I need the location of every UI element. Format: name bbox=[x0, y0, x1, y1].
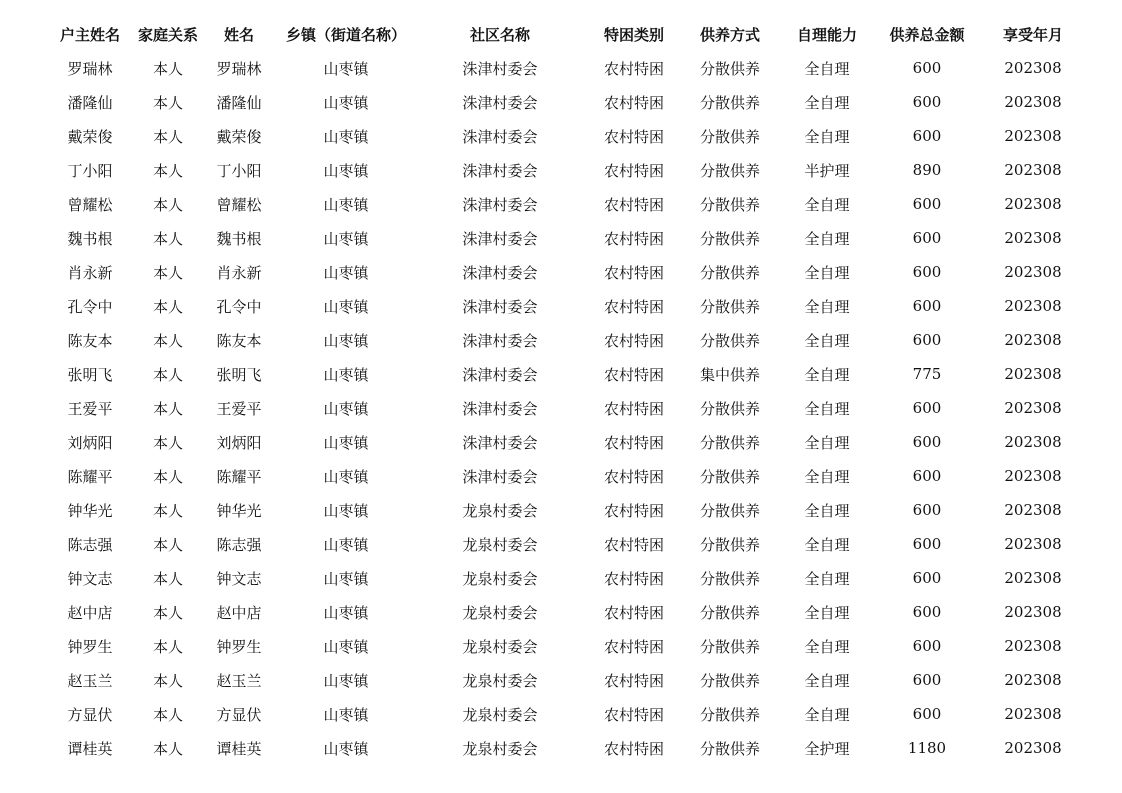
cell-community: 洙津村委会 bbox=[462, 229, 538, 248]
table-row bbox=[45, 425, 1089, 459]
cell-township: 山枣镇 bbox=[323, 93, 369, 112]
cell-self-care-ability: 全自理 bbox=[804, 365, 850, 384]
cell-household-head-name: 钟华光 bbox=[67, 501, 113, 520]
column-header-effective-month: 享受年月 bbox=[1002, 25, 1063, 44]
cell-hardship-category: 农村特困 bbox=[603, 365, 664, 384]
column-header-family-relation: 家庭关系 bbox=[137, 25, 198, 44]
cell-support-mode: 分散供养 bbox=[699, 739, 760, 758]
table-row bbox=[45, 255, 1089, 289]
cell-township: 山枣镇 bbox=[323, 501, 369, 520]
cell-support-mode: 集中供养 bbox=[699, 365, 760, 384]
cell-household-head-name: 钟文志 bbox=[67, 569, 113, 588]
cell-effective-month: 202308 bbox=[1004, 365, 1062, 383]
cell-member-name: 张明飞 bbox=[216, 365, 262, 384]
cell-family-relation: 本人 bbox=[152, 93, 183, 112]
cell-household-head-name: 赵中店 bbox=[67, 603, 113, 622]
cell-community: 龙泉村委会 bbox=[462, 705, 538, 724]
cell-household-head-name: 王爱平 bbox=[67, 399, 113, 418]
cell-effective-month: 202308 bbox=[1004, 161, 1062, 179]
cell-household-head-name: 钟罗生 bbox=[67, 637, 113, 656]
cell-member-name: 陈耀平 bbox=[216, 467, 262, 486]
cell-effective-month: 202308 bbox=[1004, 467, 1062, 485]
table-row bbox=[45, 357, 1089, 391]
cell-member-name: 陈志强 bbox=[216, 535, 262, 554]
cell-hardship-category: 农村特困 bbox=[603, 195, 664, 214]
cell-hardship-category: 农村特困 bbox=[603, 671, 664, 690]
cell-member-name: 孔令中 bbox=[216, 297, 262, 316]
cell-township: 山枣镇 bbox=[323, 297, 369, 316]
cell-household-head-name: 曾耀松 bbox=[67, 195, 113, 214]
cell-member-name: 方显伏 bbox=[216, 705, 262, 724]
cell-hardship-category: 农村特困 bbox=[603, 433, 664, 452]
cell-hardship-category: 农村特困 bbox=[603, 331, 664, 350]
cell-support-amount: 600 bbox=[912, 637, 942, 655]
cell-household-head-name: 赵玉兰 bbox=[67, 671, 113, 690]
cell-hardship-category: 农村特困 bbox=[603, 297, 664, 316]
column-header-member-name: 姓名 bbox=[223, 25, 254, 44]
column-header-household-head-name: 户主姓名 bbox=[59, 25, 120, 44]
cell-self-care-ability: 全自理 bbox=[804, 671, 850, 690]
cell-effective-month: 202308 bbox=[1004, 671, 1062, 689]
cell-support-mode: 分散供养 bbox=[699, 93, 760, 112]
cell-support-mode: 分散供养 bbox=[699, 569, 760, 588]
cell-township: 山枣镇 bbox=[323, 637, 369, 656]
cell-hardship-category: 农村特困 bbox=[603, 705, 664, 724]
cell-household-head-name: 陈友本 bbox=[67, 331, 113, 350]
cell-hardship-category: 农村特困 bbox=[603, 127, 664, 146]
column-header-community: 社区名称 bbox=[469, 25, 530, 44]
cell-self-care-ability: 全护理 bbox=[804, 739, 850, 758]
cell-self-care-ability: 全自理 bbox=[804, 433, 850, 452]
cell-support-mode: 分散供养 bbox=[699, 535, 760, 554]
cell-support-mode: 分散供养 bbox=[699, 127, 760, 146]
cell-household-head-name: 魏书根 bbox=[67, 229, 113, 248]
cell-township: 山枣镇 bbox=[323, 59, 369, 78]
cell-support-amount: 600 bbox=[912, 93, 942, 111]
cell-self-care-ability: 全自理 bbox=[804, 59, 850, 78]
cell-community: 龙泉村委会 bbox=[462, 569, 538, 588]
cell-self-care-ability: 全自理 bbox=[804, 705, 850, 724]
cell-family-relation: 本人 bbox=[152, 365, 183, 384]
cell-township: 山枣镇 bbox=[323, 365, 369, 384]
cell-member-name: 钟华光 bbox=[216, 501, 262, 520]
table-row bbox=[45, 119, 1089, 153]
cell-support-mode: 分散供养 bbox=[699, 399, 760, 418]
table-row bbox=[45, 595, 1089, 629]
cell-support-mode: 分散供养 bbox=[699, 161, 760, 180]
cell-member-name: 陈友本 bbox=[216, 331, 262, 350]
cell-family-relation: 本人 bbox=[152, 603, 183, 622]
table-body bbox=[45, 51, 1089, 765]
cell-self-care-ability: 全自理 bbox=[804, 467, 850, 486]
cell-family-relation: 本人 bbox=[152, 569, 183, 588]
cell-member-name: 潘隆仙 bbox=[216, 93, 262, 112]
cell-hardship-category: 农村特困 bbox=[603, 229, 664, 248]
cell-self-care-ability: 全自理 bbox=[804, 195, 850, 214]
cell-effective-month: 202308 bbox=[1004, 399, 1062, 417]
cell-support-mode: 分散供养 bbox=[699, 705, 760, 724]
table-row bbox=[45, 697, 1089, 731]
table-row bbox=[45, 187, 1089, 221]
cell-support-mode: 分散供养 bbox=[699, 467, 760, 486]
table-row bbox=[45, 51, 1089, 85]
cell-support-mode: 分散供养 bbox=[699, 263, 760, 282]
table-row bbox=[45, 153, 1089, 187]
cell-hardship-category: 农村特困 bbox=[603, 603, 664, 622]
cell-household-head-name: 罗瑞林 bbox=[67, 59, 113, 78]
cell-effective-month: 202308 bbox=[1004, 739, 1062, 757]
cell-self-care-ability: 全自理 bbox=[804, 263, 850, 282]
cell-township: 山枣镇 bbox=[323, 535, 369, 554]
cell-member-name: 赵中店 bbox=[216, 603, 262, 622]
cell-support-amount: 600 bbox=[912, 603, 942, 621]
cell-community: 洙津村委会 bbox=[462, 59, 538, 78]
cell-support-amount: 600 bbox=[912, 433, 942, 451]
table-row bbox=[45, 561, 1089, 595]
cell-support-amount: 600 bbox=[912, 399, 942, 417]
cell-township: 山枣镇 bbox=[323, 705, 369, 724]
cell-support-mode: 分散供养 bbox=[699, 59, 760, 78]
cell-support-amount: 600 bbox=[912, 229, 942, 247]
cell-township: 山枣镇 bbox=[323, 195, 369, 214]
roster-table bbox=[45, 17, 1089, 765]
cell-family-relation: 本人 bbox=[152, 161, 183, 180]
cell-self-care-ability: 全自理 bbox=[804, 331, 850, 350]
cell-support-mode: 分散供养 bbox=[699, 297, 760, 316]
cell-support-mode: 分散供养 bbox=[699, 671, 760, 690]
cell-township: 山枣镇 bbox=[323, 229, 369, 248]
cell-effective-month: 202308 bbox=[1004, 59, 1062, 77]
table-row bbox=[45, 663, 1089, 697]
cell-household-head-name: 张明飞 bbox=[67, 365, 113, 384]
cell-self-care-ability: 全自理 bbox=[804, 399, 850, 418]
cell-community: 洙津村委会 bbox=[462, 127, 538, 146]
cell-support-amount: 600 bbox=[912, 501, 942, 519]
cell-community: 洙津村委会 bbox=[462, 93, 538, 112]
table-row bbox=[45, 493, 1089, 527]
cell-community: 洙津村委会 bbox=[462, 161, 538, 180]
cell-household-head-name: 戴荣俊 bbox=[67, 127, 113, 146]
cell-family-relation: 本人 bbox=[152, 739, 183, 758]
cell-hardship-category: 农村特困 bbox=[603, 93, 664, 112]
cell-member-name: 戴荣俊 bbox=[216, 127, 262, 146]
cell-hardship-category: 农村特困 bbox=[603, 569, 664, 588]
cell-member-name: 赵玉兰 bbox=[216, 671, 262, 690]
cell-support-amount: 600 bbox=[912, 535, 942, 553]
cell-effective-month: 202308 bbox=[1004, 195, 1062, 213]
cell-member-name: 曾耀松 bbox=[216, 195, 262, 214]
cell-township: 山枣镇 bbox=[323, 739, 369, 758]
cell-household-head-name: 陈耀平 bbox=[67, 467, 113, 486]
cell-hardship-category: 农村特困 bbox=[603, 501, 664, 520]
table-row bbox=[45, 459, 1089, 493]
cell-family-relation: 本人 bbox=[152, 671, 183, 690]
cell-township: 山枣镇 bbox=[323, 161, 369, 180]
cell-self-care-ability: 全自理 bbox=[804, 535, 850, 554]
column-header-self-care-ability: 自理能力 bbox=[796, 25, 857, 44]
cell-hardship-category: 农村特困 bbox=[603, 399, 664, 418]
cell-support-amount: 600 bbox=[912, 263, 942, 281]
cell-support-amount: 600 bbox=[912, 127, 942, 145]
cell-household-head-name: 刘炳阳 bbox=[67, 433, 113, 452]
table-row bbox=[45, 391, 1089, 425]
cell-member-name: 丁小阳 bbox=[216, 161, 262, 180]
cell-effective-month: 202308 bbox=[1004, 705, 1062, 723]
cell-support-amount: 600 bbox=[912, 467, 942, 485]
cell-family-relation: 本人 bbox=[152, 705, 183, 724]
table-row bbox=[45, 323, 1089, 357]
cell-support-amount: 600 bbox=[912, 569, 942, 587]
cell-community: 龙泉村委会 bbox=[462, 739, 538, 758]
cell-self-care-ability: 全自理 bbox=[804, 127, 850, 146]
cell-community: 龙泉村委会 bbox=[462, 671, 538, 690]
cell-effective-month: 202308 bbox=[1004, 569, 1062, 587]
cell-household-head-name: 方显伏 bbox=[67, 705, 113, 724]
cell-family-relation: 本人 bbox=[152, 127, 183, 146]
cell-support-amount: 600 bbox=[912, 331, 942, 349]
cell-hardship-category: 农村特困 bbox=[603, 59, 664, 78]
cell-family-relation: 本人 bbox=[152, 637, 183, 656]
cell-family-relation: 本人 bbox=[152, 59, 183, 78]
cell-community: 洙津村委会 bbox=[462, 365, 538, 384]
cell-member-name: 钟罗生 bbox=[216, 637, 262, 656]
cell-community: 洙津村委会 bbox=[462, 399, 538, 418]
table-row bbox=[45, 629, 1089, 663]
cell-effective-month: 202308 bbox=[1004, 331, 1062, 349]
cell-family-relation: 本人 bbox=[152, 297, 183, 316]
cell-township: 山枣镇 bbox=[323, 671, 369, 690]
cell-member-name: 肖永新 bbox=[216, 263, 262, 282]
cell-self-care-ability: 全自理 bbox=[804, 603, 850, 622]
cell-support-amount: 600 bbox=[912, 195, 942, 213]
header-row bbox=[45, 17, 1089, 51]
cell-member-name: 钟文志 bbox=[216, 569, 262, 588]
cell-support-mode: 分散供养 bbox=[699, 603, 760, 622]
cell-effective-month: 202308 bbox=[1004, 127, 1062, 145]
cell-township: 山枣镇 bbox=[323, 603, 369, 622]
cell-township: 山枣镇 bbox=[323, 467, 369, 486]
cell-household-head-name: 谭桂英 bbox=[67, 739, 113, 758]
cell-community: 洙津村委会 bbox=[462, 195, 538, 214]
cell-community: 龙泉村委会 bbox=[462, 501, 538, 520]
cell-effective-month: 202308 bbox=[1004, 263, 1062, 281]
table-row bbox=[45, 85, 1089, 119]
cell-member-name: 王爱平 bbox=[216, 399, 262, 418]
column-header-support-mode: 供养方式 bbox=[699, 25, 760, 44]
cell-family-relation: 本人 bbox=[152, 433, 183, 452]
cell-household-head-name: 肖永新 bbox=[67, 263, 113, 282]
table-row bbox=[45, 289, 1089, 323]
cell-support-mode: 分散供养 bbox=[699, 501, 760, 520]
cell-hardship-category: 农村特困 bbox=[603, 467, 664, 486]
column-header-support-amount: 供养总金额 bbox=[889, 25, 965, 44]
cell-hardship-category: 农村特困 bbox=[603, 535, 664, 554]
cell-community: 洙津村委会 bbox=[462, 297, 538, 316]
cell-effective-month: 202308 bbox=[1004, 603, 1062, 621]
cell-support-mode: 分散供养 bbox=[699, 229, 760, 248]
cell-support-mode: 分散供养 bbox=[699, 331, 760, 350]
cell-support-amount: 600 bbox=[912, 297, 942, 315]
cell-support-amount: 600 bbox=[912, 671, 942, 689]
cell-support-amount: 775 bbox=[912, 365, 942, 383]
cell-effective-month: 202308 bbox=[1004, 297, 1062, 315]
cell-effective-month: 202308 bbox=[1004, 535, 1062, 553]
cell-support-mode: 分散供养 bbox=[699, 195, 760, 214]
cell-household-head-name: 丁小阳 bbox=[67, 161, 113, 180]
cell-community: 龙泉村委会 bbox=[462, 603, 538, 622]
cell-community: 龙泉村委会 bbox=[462, 535, 538, 554]
cell-family-relation: 本人 bbox=[152, 501, 183, 520]
cell-hardship-category: 农村特困 bbox=[603, 161, 664, 180]
cell-family-relation: 本人 bbox=[152, 467, 183, 486]
cell-community: 洙津村委会 bbox=[462, 467, 538, 486]
cell-self-care-ability: 半护理 bbox=[804, 161, 850, 180]
cell-hardship-category: 农村特困 bbox=[603, 263, 664, 282]
cell-household-head-name: 潘隆仙 bbox=[67, 93, 113, 112]
column-header-hardship-category: 特困类别 bbox=[603, 25, 664, 44]
cell-support-amount: 600 bbox=[912, 705, 942, 723]
cell-hardship-category: 农村特困 bbox=[603, 637, 664, 656]
table-row bbox=[45, 221, 1089, 255]
cell-effective-month: 202308 bbox=[1004, 229, 1062, 247]
cell-support-mode: 分散供养 bbox=[699, 637, 760, 656]
cell-self-care-ability: 全自理 bbox=[804, 501, 850, 520]
cell-member-name: 谭桂英 bbox=[216, 739, 262, 758]
cell-member-name: 刘炳阳 bbox=[216, 433, 262, 452]
column-header-township: 乡镇（街道名称） bbox=[285, 25, 406, 44]
cell-family-relation: 本人 bbox=[152, 195, 183, 214]
cell-township: 山枣镇 bbox=[323, 569, 369, 588]
cell-effective-month: 202308 bbox=[1004, 501, 1062, 519]
cell-support-mode: 分散供养 bbox=[699, 433, 760, 452]
cell-member-name: 魏书根 bbox=[216, 229, 262, 248]
cell-effective-month: 202308 bbox=[1004, 433, 1062, 451]
table-row bbox=[45, 527, 1089, 561]
cell-self-care-ability: 全自理 bbox=[804, 569, 850, 588]
cell-support-amount: 600 bbox=[912, 59, 942, 77]
cell-community: 洙津村委会 bbox=[462, 433, 538, 452]
cell-self-care-ability: 全自理 bbox=[804, 297, 850, 316]
cell-family-relation: 本人 bbox=[152, 331, 183, 350]
cell-family-relation: 本人 bbox=[152, 229, 183, 248]
cell-support-amount: 1180 bbox=[907, 739, 947, 757]
cell-community: 龙泉村委会 bbox=[462, 637, 538, 656]
cell-family-relation: 本人 bbox=[152, 399, 183, 418]
cell-township: 山枣镇 bbox=[323, 263, 369, 282]
cell-township: 山枣镇 bbox=[323, 433, 369, 452]
cell-self-care-ability: 全自理 bbox=[804, 229, 850, 248]
cell-household-head-name: 陈志强 bbox=[67, 535, 113, 554]
cell-self-care-ability: 全自理 bbox=[804, 637, 850, 656]
cell-support-amount: 890 bbox=[912, 161, 942, 179]
table-header bbox=[45, 17, 1089, 51]
cell-effective-month: 202308 bbox=[1004, 637, 1062, 655]
cell-community: 洙津村委会 bbox=[462, 263, 538, 282]
cell-effective-month: 202308 bbox=[1004, 93, 1062, 111]
cell-family-relation: 本人 bbox=[152, 263, 183, 282]
cell-township: 山枣镇 bbox=[323, 331, 369, 350]
cell-community: 洙津村委会 bbox=[462, 331, 538, 350]
cell-family-relation: 本人 bbox=[152, 535, 183, 554]
cell-member-name: 罗瑞林 bbox=[216, 59, 262, 78]
cell-township: 山枣镇 bbox=[323, 127, 369, 146]
cell-household-head-name: 孔令中 bbox=[67, 297, 113, 316]
cell-township: 山枣镇 bbox=[323, 399, 369, 418]
table-row bbox=[45, 731, 1089, 765]
cell-hardship-category: 农村特困 bbox=[603, 739, 664, 758]
cell-self-care-ability: 全自理 bbox=[804, 93, 850, 112]
